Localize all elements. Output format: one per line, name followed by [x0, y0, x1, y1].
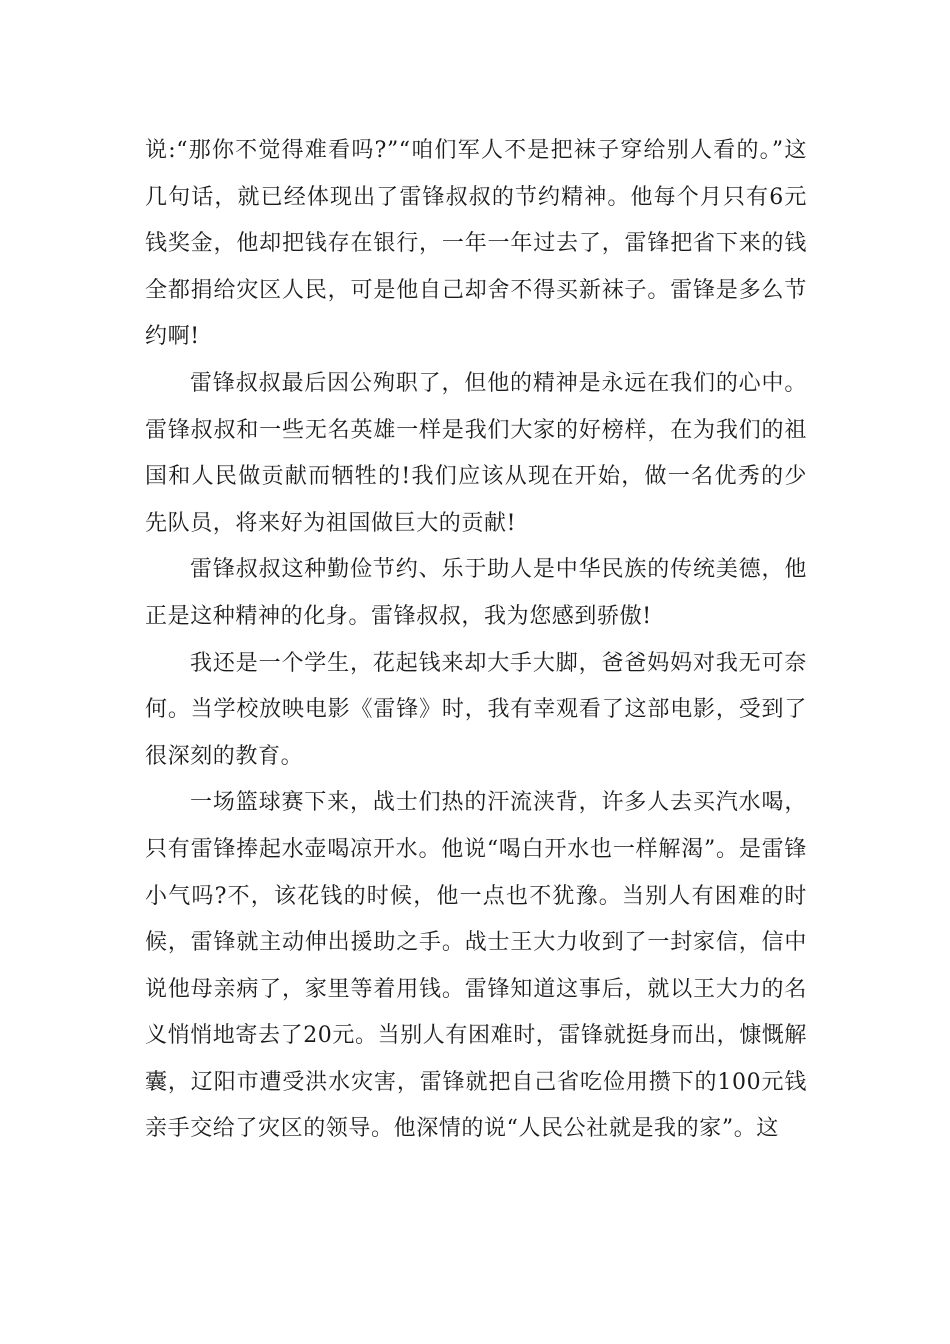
paragraph-5: 一场篮球赛下来，战士们热的汗流浃背，许多人去买汽水喝，只有雷锋捧起水壶喝凉开水。他说“喝白开水也一样解渴”。是雷锋小气吗?不，该花钱的时候，他一点也不犹豫。当别人有困难的时候，雷锋就主动伸出援助之手。战士王大力收到了一封家信，信中说他母亲病了，家里等着用钱。雷锋知道这事后，就以王大力的名义悄悄地寄去了20元。当别人有困难时，雷锋就挺身而出，慷慨解囊，辽阳市遭受洪水灾害，雷锋就把自己省吃俭用攒下的100元钱亲手交给了灾区的领导。他深情的说“人民公社就是我的家”。这	[145, 790, 807, 1142]
paragraph-3: 雷锋叔叔这种勤俭节约、乐于助人是中华民族的传统美德，他正是这种精神的化身。雷锋叔叔，我为您感到骄傲!	[145, 557, 807, 629]
paragraph-4: 我还是一个学生，花起钱来却大手大脚，爸爸妈妈对我无可奈何。当学校放映电影《雷锋》时，我有幸观看了这部电影，受到了很深刻的教育。	[145, 650, 807, 769]
document-body	[145, 128, 807, 1153]
paragraph-2: 雷锋叔叔最后因公殉职了，但他的精神是永远在我们的心中。雷锋叔叔和一些无名英雄一样是我们大家的好榜样，在为我们的祖国和人民做贡献而牺牲的!我们应该从现在开始，做一名优秀的少先队员，将来好为祖国做巨大的贡献!	[145, 370, 807, 536]
paragraph-1: 说:“那你不觉得难看吗?”“咱们军人不是把袜子穿给别人看的。”这几句话，就已经体现出了雷锋叔叔的节约精神。他每个月只有6元钱奖金，他却把钱存在银行，一年一年过去了，雷锋把省下来的钱全都捐给灾区人民，可是他自己却舍不得买新袜子。雷锋是多么节约啊!	[145, 138, 807, 350]
